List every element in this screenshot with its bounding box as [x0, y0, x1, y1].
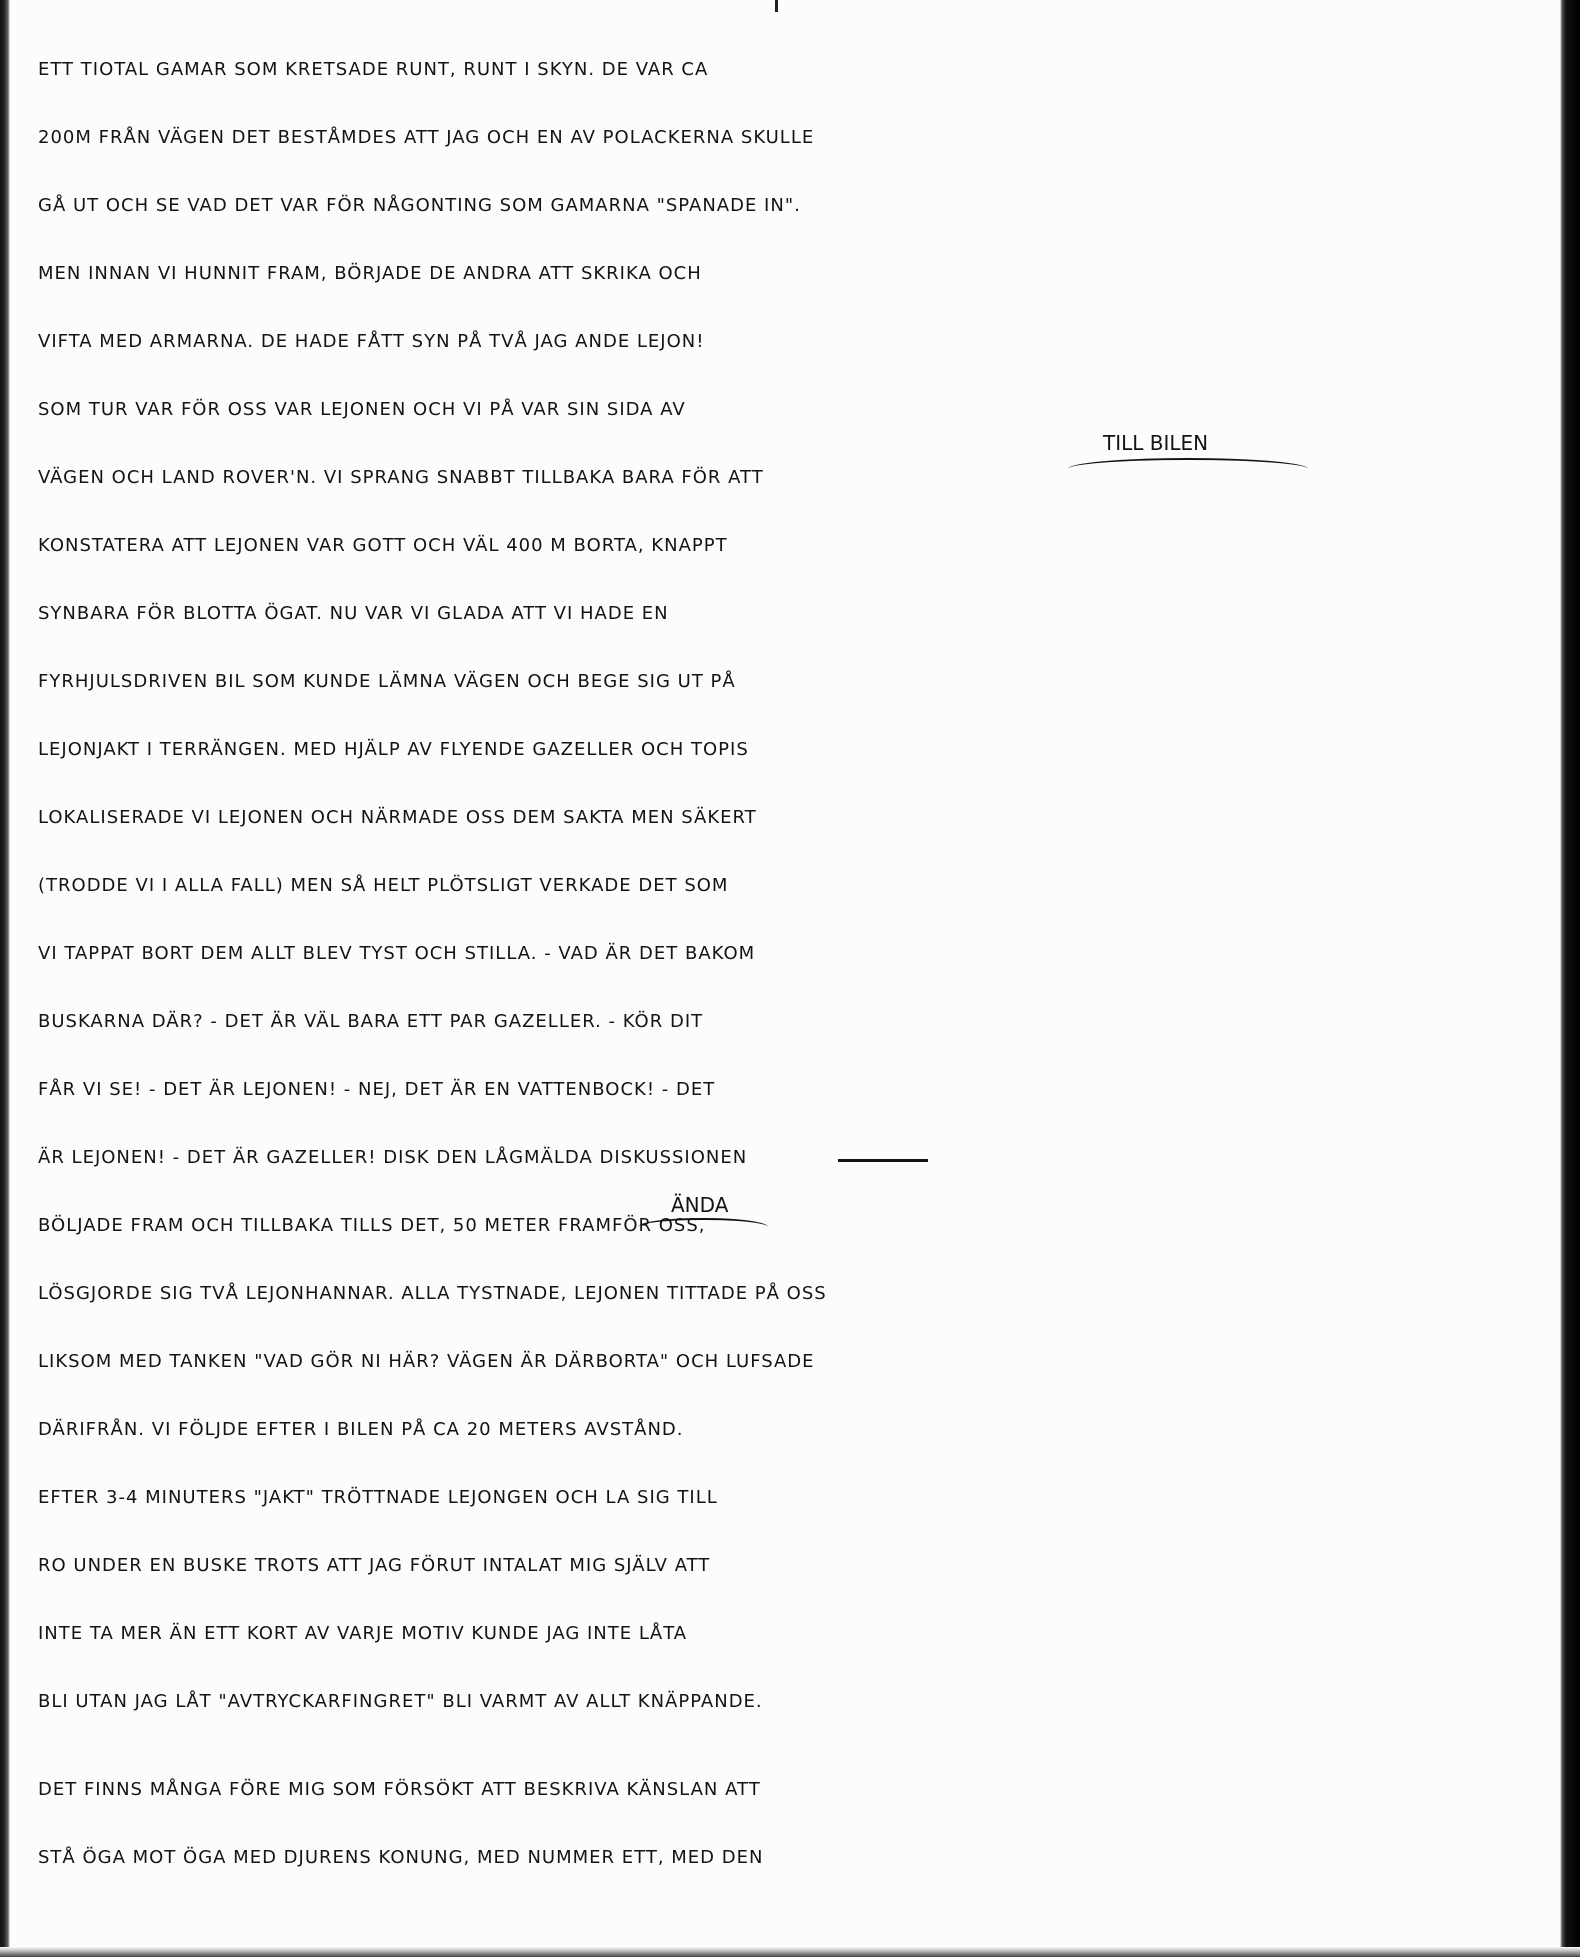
text-line: DÄRIFRÅN. VI FÖLJDE EFTER I BILEN PÅ CA 20 METERS AVSTÅND.: [38, 1419, 684, 1440]
text-line: KONSTATERA ATT LEJONEN VAR GOTT OCH VÄL 400 M BORTA, KNAPPT: [38, 535, 728, 556]
text-line: DET FINNS MÅNGA FÖRE MIG SOM FÖRSÖKT ATT BESKRIVA KÄNSLAN ATT: [38, 1779, 761, 1800]
text-line: LEJONJAKT I TERRÄNGEN. MED HJÄLP AV FLYENDE GAZELLER OCH TOPIS: [38, 739, 749, 760]
inserted-text-anda: ÄNDA: [671, 1193, 729, 1217]
strikethrough-mark: [838, 1159, 928, 1162]
text-line: LÖSGJORDE SIG TVÅ LEJONHANNAR. ALLA TYSTNADE, LEJONEN TITTADE PÅ OSS: [38, 1283, 827, 1304]
inserted-text-till-bilen: TILL BILEN: [1103, 431, 1209, 455]
text-line: 200M FRÅN VÄGEN DET BESTÅMDES ATT JAG OCH EN AV POLACKERNA SKULLE: [38, 127, 815, 148]
text-line: SYNBARA FÖR BLOTTA ÖGAT. NU VAR VI GLADA ATT VI HADE EN: [38, 603, 669, 624]
text-line: FÅR VI SE! - DET ÄR LEJONEN! - NEJ, DET ÄR EN VATTENBOCK! - DET: [38, 1079, 716, 1100]
handwritten-text: [38, 38, 1548, 1943]
text-line: (TRODDE VI I ALLA FALL) MEN SÅ HELT PLÖTSLIGT VERKADE DET SOM: [38, 875, 729, 896]
text-line: BUSKARNA DÄR? - DET ÄR VÄL BARA ETT PAR GAZELLER. - KÖR DIT: [38, 1011, 704, 1032]
text-line: EFTER 3-4 MINUTERS "JAKT" TRÖTTNADE LEJONGEN OCH LA SIG TILL: [38, 1487, 718, 1508]
text-line: SOM TUR VAR FÖR OSS VAR LEJONEN OCH VI PÅ VAR SIN SIDA AV: [38, 399, 686, 420]
text-line: LOKALISERADE VI LEJONEN OCH NÄRMADE OSS DEM SAKTA MEN SÄKERT: [38, 807, 757, 828]
text-line: ÄR LEJONEN! - DET ÄR GAZELLER! DISK DEN LÅGMÄLDA DISKUSSIONEN: [38, 1147, 748, 1168]
scan-mark-top: [775, 0, 778, 12]
text-line: INTE TA MER ÄN ETT KORT AV VARJE MOTIV KUNDE JAG INTE LÅTA: [38, 1623, 688, 1644]
text-line: ETT TIOTAL GAMAR SOM KRETSADE RUNT, RUNT I SKYN. DE VAR CA: [38, 59, 709, 80]
text-line: BÖLJADE FRAM OCH TILLBAKA TILLS DET, 50 METER FRAMFÖR OSS,: [38, 1215, 706, 1236]
text-line: RO UNDER EN BUSKE TROTS ATT JAG FÖRUT INTALAT MIG SJÄLV ATT: [38, 1555, 711, 1576]
scan-edge-right: [1560, 0, 1580, 1957]
text-line: GÅ UT OCH SE VAD DET VAR FÖR NÅGONTING SOM GAMARNA "SPANADE IN".: [38, 195, 801, 216]
scan-edge-left: [0, 0, 10, 1957]
text-line: VÄGEN OCH LAND ROVER'N. VI SPRANG SNABBT TILLBAKA BARA FÖR ATT: [38, 467, 764, 488]
text-line: VI TAPPAT BORT DEM ALLT BLEV TYST OCH STILLA. - VAD ÄR DET BAKOM: [38, 943, 756, 964]
text-line: VIFTA MED ARMARNA. DE HADE FÅTT SYN PÅ TVÅ JAG ANDE LEJON!: [38, 331, 705, 352]
text-line: MEN INNAN VI HUNNIT FRAM, BÖRJADE DE ANDRA ATT SKRIKA OCH: [38, 263, 702, 284]
text-line: FYRHJULSDRIVEN BIL SOM KUNDE LÄMNA VÄGEN OCH BEGE SIG UT PÅ: [38, 671, 736, 692]
text-line: STÅ ÖGA MOT ÖGA MED DJURENS KONUNG, MED NUMMER ETT, MED DEN: [38, 1847, 764, 1868]
scan-edge-bottom: [0, 1947, 1580, 1957]
text-line: BLI UTAN JAG LÅT "AVTRYCKARFINGRET" BLI VARMT AV ALLT KNÄPPANDE.: [38, 1691, 763, 1712]
text-line: LIKSOM MED TANKEN "VAD GÖR NI HÄR? VÄGEN ÄR DÄRBORTA" OCH LUFSADE: [38, 1351, 815, 1372]
